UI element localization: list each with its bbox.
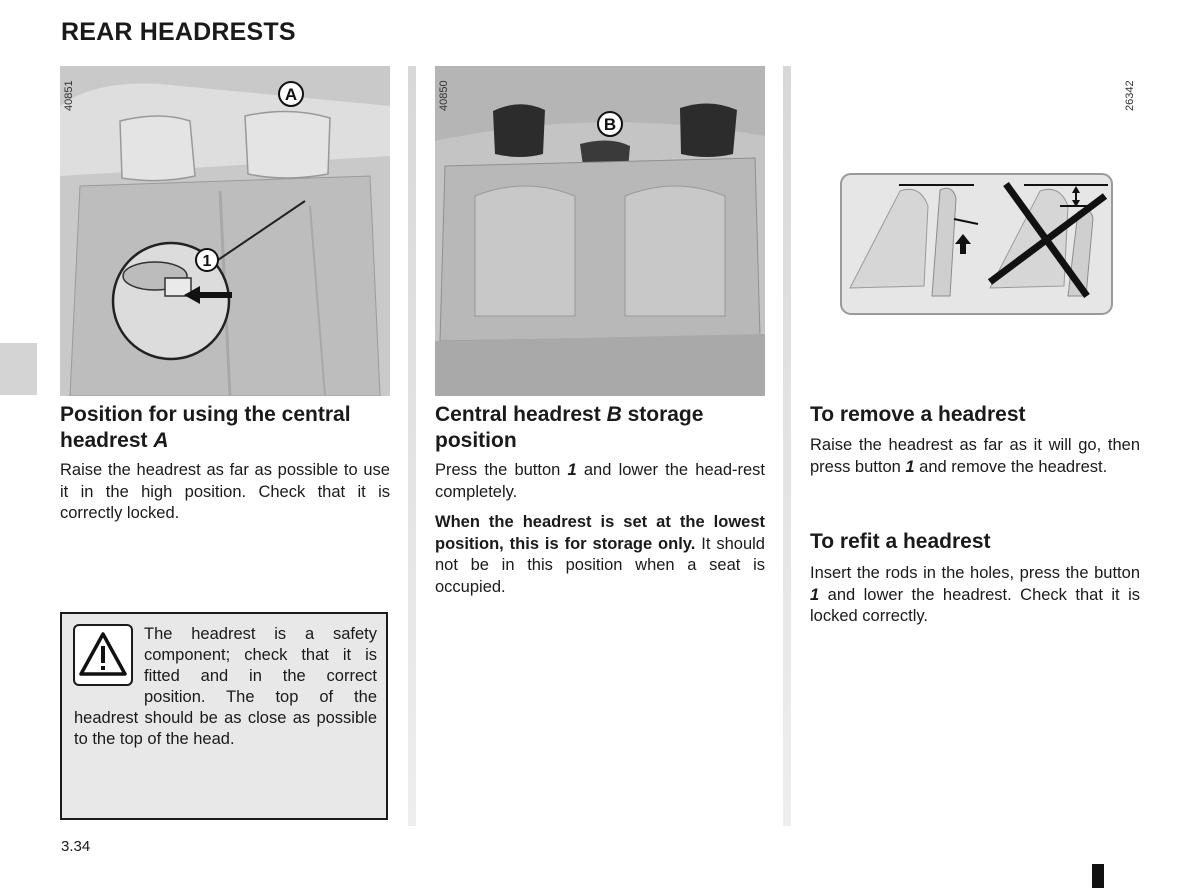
figure-number: 26342 bbox=[1124, 80, 1136, 111]
column-divider bbox=[783, 66, 791, 826]
section-heading-refit-headrest: To refit a headrest bbox=[810, 530, 991, 553]
callout-a: A bbox=[284, 85, 298, 104]
figure-number: 40850 bbox=[438, 80, 450, 111]
figure-number: 40851 bbox=[63, 80, 75, 111]
section-heading-storage-position: Central headrest B storage position bbox=[435, 403, 704, 452]
figure-central-headrest-use bbox=[60, 66, 390, 396]
figure-headrest-position bbox=[810, 66, 1140, 396]
section-heading-remove-headrest: To remove a headrest bbox=[810, 403, 1026, 426]
section-heading-central-headrest: Position for using the central headrest A bbox=[60, 403, 351, 452]
page-number: 3.34 bbox=[61, 838, 91, 855]
figure-headrest-storage bbox=[435, 66, 765, 396]
warning-box bbox=[60, 612, 388, 820]
section-body-storage-position: Press the button 1 and lower the head-rest completely. bbox=[435, 461, 765, 501]
warning-text: The headrest is a safety component; check that it is fitted and in the correct position. The top of the headrest should be as close as possible to the top of the head. bbox=[74, 625, 377, 748]
column-divider bbox=[408, 66, 416, 826]
section-body-refit-headrest: Insert the rods in the holes, press the button 1 and lower the headrest. Check that it is locked correctly. bbox=[810, 564, 1140, 625]
section-body-central-headrest: Raise the headrest as far as possible to use it in the high position. Check that it is correctly locked. bbox=[60, 461, 390, 522]
page-title: REAR HEADRESTS bbox=[61, 18, 296, 46]
section-body-remove-headrest: Raise the headrest as far as it will go, then press button 1 and remove the headrest. bbox=[810, 436, 1140, 476]
callout-b: B bbox=[603, 115, 617, 134]
page-edge-marker bbox=[1092, 864, 1104, 888]
callout-1: 1 bbox=[202, 253, 212, 270]
chapter-tab bbox=[0, 343, 37, 395]
warning-text-block bbox=[74, 624, 377, 750]
storage-warning-paragraph: When the headrest is set at the lowest position, this is for storage only. It should not be in this position when a seat is occupied. bbox=[435, 513, 765, 596]
